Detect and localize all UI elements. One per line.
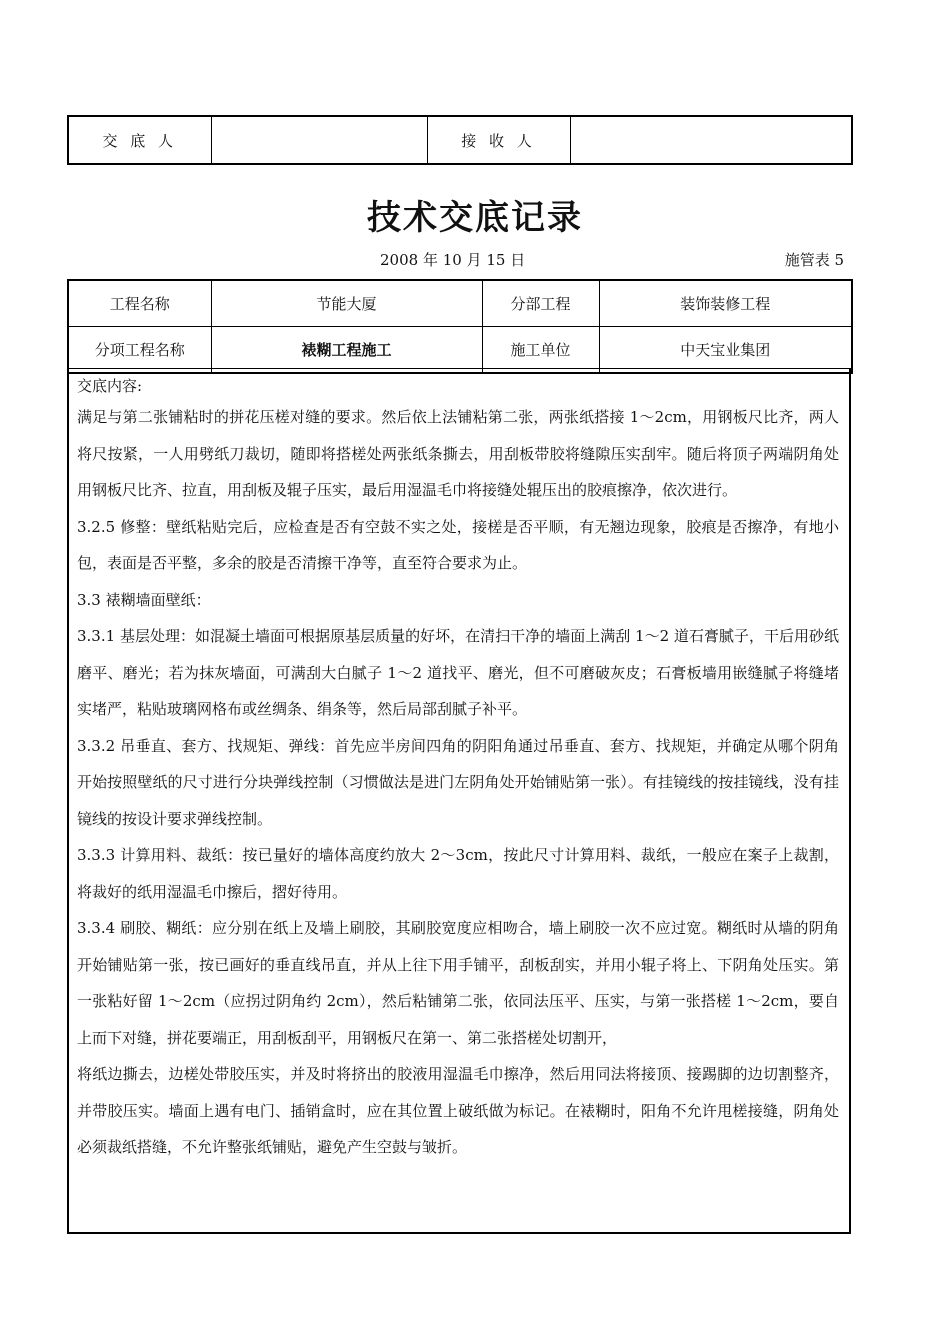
signature-row [68, 116, 852, 164]
giver-value[interactable] [211, 116, 427, 164]
unit-value: 中天宝业集团 [599, 327, 852, 374]
project-name-label: 工程名称 [68, 280, 211, 327]
content-paragraph: 将纸边撕去，边槎处带胶压实，并及时将挤出的胶液用湿温毛巾擦净，然后用同法将接顶、接踢脚的边切割整齐，并带胶压实。墙面上遇有电门、插销盒时，应在其位置上破纸做为标记。在裱糊时，阳角不允许甩槎接缝，阴角处必须裁纸搭缝，不允许整张纸铺贴，避免产生空鼓与皱折。 [77, 1065, 839, 1156]
content-paragraph: 3.2.5 修整：壁纸粘贴完后，应检查是否有空鼓不实之处，接槎是否平顺，有无翘边现象，胶痕是否擦净，有地小包，表面是否平整，多余的胶是否清擦干净等，直至符合要求为止。 [77, 517, 839, 572]
content-paragraph: 3.3.2 吊垂直、套方、找规矩、弹线：首先应半房间四角的阴阳角通过吊垂直、套方、找规矩，并确定从哪个阴角开始按照壁纸的尺寸进行分块弹线控制（习惯做法是进门左阴角处开始铺贴第一张）。有挂镜线的按挂镜线，没有挂镜线的按设计要求弹线控制。 [77, 736, 839, 828]
subitem-label: 分项工程名称 [68, 327, 211, 374]
content-paragraph: 3.3.3 计算用料、裁纸：按已量好的墙体高度约放大 2～3cm，按此尺寸计算用料、裁纸，一般应在案子上裁割，将裁好的纸用湿温毛巾擦后，摺好待用。 [77, 846, 839, 901]
handover-content [67, 368, 851, 1234]
content-heading: 交底内容: [77, 377, 143, 395]
division-label: 分部工程 [482, 280, 599, 327]
unit-label: 施工单位 [482, 327, 599, 374]
form-number: 施管表 5 [784, 251, 844, 269]
handover-signature-table [67, 115, 853, 165]
subitem-row [68, 327, 852, 374]
division-value: 装饰装修工程 [599, 280, 852, 327]
receiver-value[interactable] [570, 116, 852, 164]
giver-label: 交 底 人 [68, 116, 211, 164]
document-date: 2008 年 10 月 15 日 [380, 251, 526, 269]
content-paragraph: 3.3 裱糊墙面壁纸： [77, 590, 211, 609]
content-paragraph: 3.3.4 刷胶、糊纸：应分别在纸上及墙上刷胶，其刷胶宽度应相吻合，墙上刷胶一次不应过宽。糊纸时从墙的阴角开始铺贴第一张，按已画好的垂直线吊直，并从上往下用手铺平，刮板刮实，并用小辊子将上、下阴角处压实。第一张粘好留 1～2cm（应拐过阴角约 2cm），然后粘铺第二张，依同法压平、压实，与第一张搭槎 1～2cm，要自上而下对缝，拼花要端正，用刮板刮平，用钢板尺在第一、第二张搭槎处切割开， [77, 919, 839, 1047]
subitem-value: 裱糊工程施工 [211, 327, 482, 374]
project-info-table [67, 279, 853, 374]
receiver-label: 接 收 人 [427, 116, 570, 164]
project-name-value: 节能大厦 [211, 280, 482, 327]
content-paragraph: 3.3.1 基层处理：如混凝土墙面可根据原基层质量的好坏，在清扫干净的墙面上满刮 1～2 道石膏腻子，干后用砂纸磨平、磨光；若为抹灰墙面，可满刮大白腻子 1～2 道找平、磨光，但不可磨破灰皮；石膏板墙用嵌缝腻子将缝堵实堵严，粘贴玻璃网格布或丝绸条、绢条等，然后局部刮腻子补平。 [77, 627, 839, 718]
document-title: 技术交底记录 [367, 198, 583, 238]
content-paragraph: 满足与第二张铺粘时的拼花压槎对缝的要求。然后依上法铺粘第二张，两张纸搭接 1～2cm，用钢板尺比齐，两人将尺按紧，一人用劈纸刀裁切，随即将搭槎处两张纸条撕去，用刮板带胶将缝隙压实刮牢。随后将顶子两端阴角处用钢板尺比齐、拉直，用刮板及辊子压实，最后用湿温毛巾将接缝处辊压出的胶痕擦净，依次进行。 [77, 408, 839, 499]
project-row [68, 280, 852, 327]
